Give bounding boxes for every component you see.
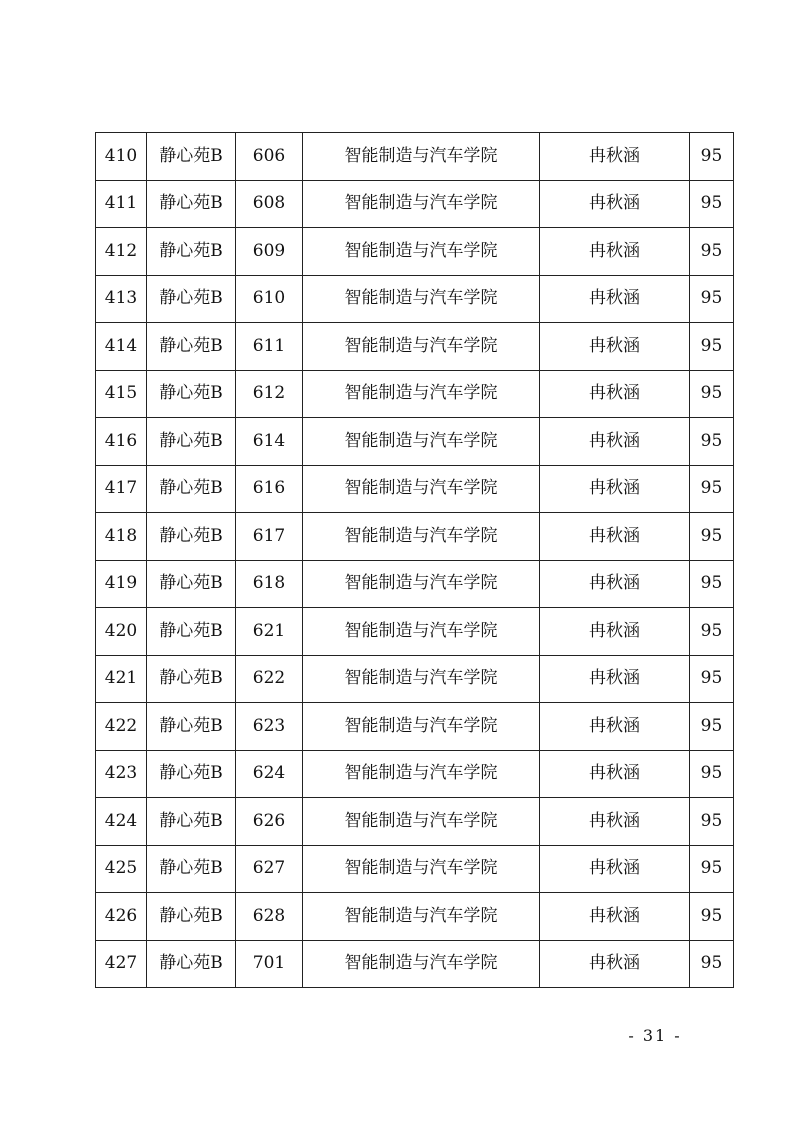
room-cell: 616: [236, 465, 303, 513]
table-row: [96, 560, 734, 608]
score-cell: 95: [690, 228, 734, 276]
table-row: [96, 655, 734, 703]
building-cell: 静心苑B: [147, 703, 236, 751]
score-cell: 95: [690, 940, 734, 988]
college-cell: 智能制造与汽车学院: [303, 465, 540, 513]
score-cell: 95: [690, 703, 734, 751]
row-number-cell: 410: [96, 133, 147, 181]
building-cell: 静心苑B: [147, 133, 236, 181]
table-row: [96, 180, 734, 228]
college-cell: 智能制造与汽车学院: [303, 750, 540, 798]
name-cell: 冉秋涵: [540, 845, 690, 893]
name-cell: 冉秋涵: [540, 370, 690, 418]
college-cell: 智能制造与汽车学院: [303, 703, 540, 751]
row-number-cell: 422: [96, 703, 147, 751]
room-cell: 612: [236, 370, 303, 418]
score-cell: 95: [690, 323, 734, 371]
table-row: [96, 418, 734, 466]
name-cell: 冉秋涵: [540, 798, 690, 846]
table-row: [96, 513, 734, 561]
building-cell: 静心苑B: [147, 275, 236, 323]
college-cell: 智能制造与汽车学院: [303, 845, 540, 893]
table-row: [96, 940, 734, 988]
page-number: - 31 -: [628, 1026, 682, 1045]
building-cell: 静心苑B: [147, 465, 236, 513]
room-cell: 628: [236, 893, 303, 941]
name-cell: 冉秋涵: [540, 893, 690, 941]
building-cell: 静心苑B: [147, 655, 236, 703]
room-cell: 618: [236, 560, 303, 608]
score-cell: 95: [690, 370, 734, 418]
college-cell: 智能制造与汽车学院: [303, 893, 540, 941]
name-cell: 冉秋涵: [540, 465, 690, 513]
score-cell: 95: [690, 560, 734, 608]
score-cell: 95: [690, 655, 734, 703]
table-row: [96, 703, 734, 751]
room-cell: 623: [236, 703, 303, 751]
score-cell: 95: [690, 893, 734, 941]
college-cell: 智能制造与汽车学院: [303, 370, 540, 418]
row-number-cell: 427: [96, 940, 147, 988]
college-cell: 智能制造与汽车学院: [303, 275, 540, 323]
row-number-cell: 414: [96, 323, 147, 371]
table-row: [96, 845, 734, 893]
name-cell: 冉秋涵: [540, 418, 690, 466]
room-cell: 626: [236, 798, 303, 846]
score-cell: 95: [690, 513, 734, 561]
table-row: [96, 608, 734, 656]
room-cell: 624: [236, 750, 303, 798]
building-cell: 静心苑B: [147, 893, 236, 941]
row-number-cell: 416: [96, 418, 147, 466]
row-number-cell: 411: [96, 180, 147, 228]
row-number-cell: 417: [96, 465, 147, 513]
dormitory-score-table: [95, 132, 734, 988]
score-cell: 95: [690, 133, 734, 181]
table-row: [96, 750, 734, 798]
score-cell: 95: [690, 418, 734, 466]
building-cell: 静心苑B: [147, 418, 236, 466]
room-cell: 701: [236, 940, 303, 988]
row-number-cell: 425: [96, 845, 147, 893]
table-row: [96, 465, 734, 513]
building-cell: 静心苑B: [147, 513, 236, 561]
name-cell: 冉秋涵: [540, 655, 690, 703]
room-cell: 610: [236, 275, 303, 323]
college-cell: 智能制造与汽车学院: [303, 798, 540, 846]
room-cell: 614: [236, 418, 303, 466]
row-number-cell: 423: [96, 750, 147, 798]
score-cell: 95: [690, 465, 734, 513]
name-cell: 冉秋涵: [540, 275, 690, 323]
table-row: [96, 275, 734, 323]
room-cell: 622: [236, 655, 303, 703]
name-cell: 冉秋涵: [540, 133, 690, 181]
row-number-cell: 421: [96, 655, 147, 703]
score-cell: 95: [690, 275, 734, 323]
college-cell: 智能制造与汽车学院: [303, 180, 540, 228]
row-number-cell: 420: [96, 608, 147, 656]
name-cell: 冉秋涵: [540, 703, 690, 751]
college-cell: 智能制造与汽车学院: [303, 133, 540, 181]
college-cell: 智能制造与汽车学院: [303, 228, 540, 276]
building-cell: 静心苑B: [147, 608, 236, 656]
name-cell: 冉秋涵: [540, 750, 690, 798]
name-cell: 冉秋涵: [540, 560, 690, 608]
row-number-cell: 418: [96, 513, 147, 561]
row-number-cell: 419: [96, 560, 147, 608]
name-cell: 冉秋涵: [540, 940, 690, 988]
room-cell: 617: [236, 513, 303, 561]
table-row: [96, 323, 734, 371]
building-cell: 静心苑B: [147, 180, 236, 228]
college-cell: 智能制造与汽车学院: [303, 655, 540, 703]
college-cell: 智能制造与汽车学院: [303, 608, 540, 656]
college-cell: 智能制造与汽车学院: [303, 418, 540, 466]
row-number-cell: 424: [96, 798, 147, 846]
name-cell: 冉秋涵: [540, 228, 690, 276]
row-number-cell: 426: [96, 893, 147, 941]
table-row: [96, 370, 734, 418]
name-cell: 冉秋涵: [540, 513, 690, 561]
row-number-cell: 415: [96, 370, 147, 418]
row-number-cell: 413: [96, 275, 147, 323]
table-row: [96, 228, 734, 276]
table-row: [96, 893, 734, 941]
building-cell: 静心苑B: [147, 798, 236, 846]
table-row: [96, 133, 734, 181]
building-cell: 静心苑B: [147, 845, 236, 893]
building-cell: 静心苑B: [147, 323, 236, 371]
room-cell: 606: [236, 133, 303, 181]
room-cell: 621: [236, 608, 303, 656]
college-cell: 智能制造与汽车学院: [303, 513, 540, 561]
college-cell: 智能制造与汽车学院: [303, 940, 540, 988]
name-cell: 冉秋涵: [540, 608, 690, 656]
score-cell: 95: [690, 845, 734, 893]
building-cell: 静心苑B: [147, 750, 236, 798]
score-cell: 95: [690, 180, 734, 228]
score-cell: 95: [690, 608, 734, 656]
name-cell: 冉秋涵: [540, 180, 690, 228]
room-cell: 611: [236, 323, 303, 371]
table-body: [96, 133, 734, 988]
room-cell: 609: [236, 228, 303, 276]
building-cell: 静心苑B: [147, 940, 236, 988]
room-cell: 608: [236, 180, 303, 228]
college-cell: 智能制造与汽车学院: [303, 323, 540, 371]
score-cell: 95: [690, 798, 734, 846]
building-cell: 静心苑B: [147, 560, 236, 608]
room-cell: 627: [236, 845, 303, 893]
score-cell: 95: [690, 750, 734, 798]
college-cell: 智能制造与汽车学院: [303, 560, 540, 608]
row-number-cell: 412: [96, 228, 147, 276]
name-cell: 冉秋涵: [540, 323, 690, 371]
building-cell: 静心苑B: [147, 228, 236, 276]
building-cell: 静心苑B: [147, 370, 236, 418]
table-row: [96, 798, 734, 846]
